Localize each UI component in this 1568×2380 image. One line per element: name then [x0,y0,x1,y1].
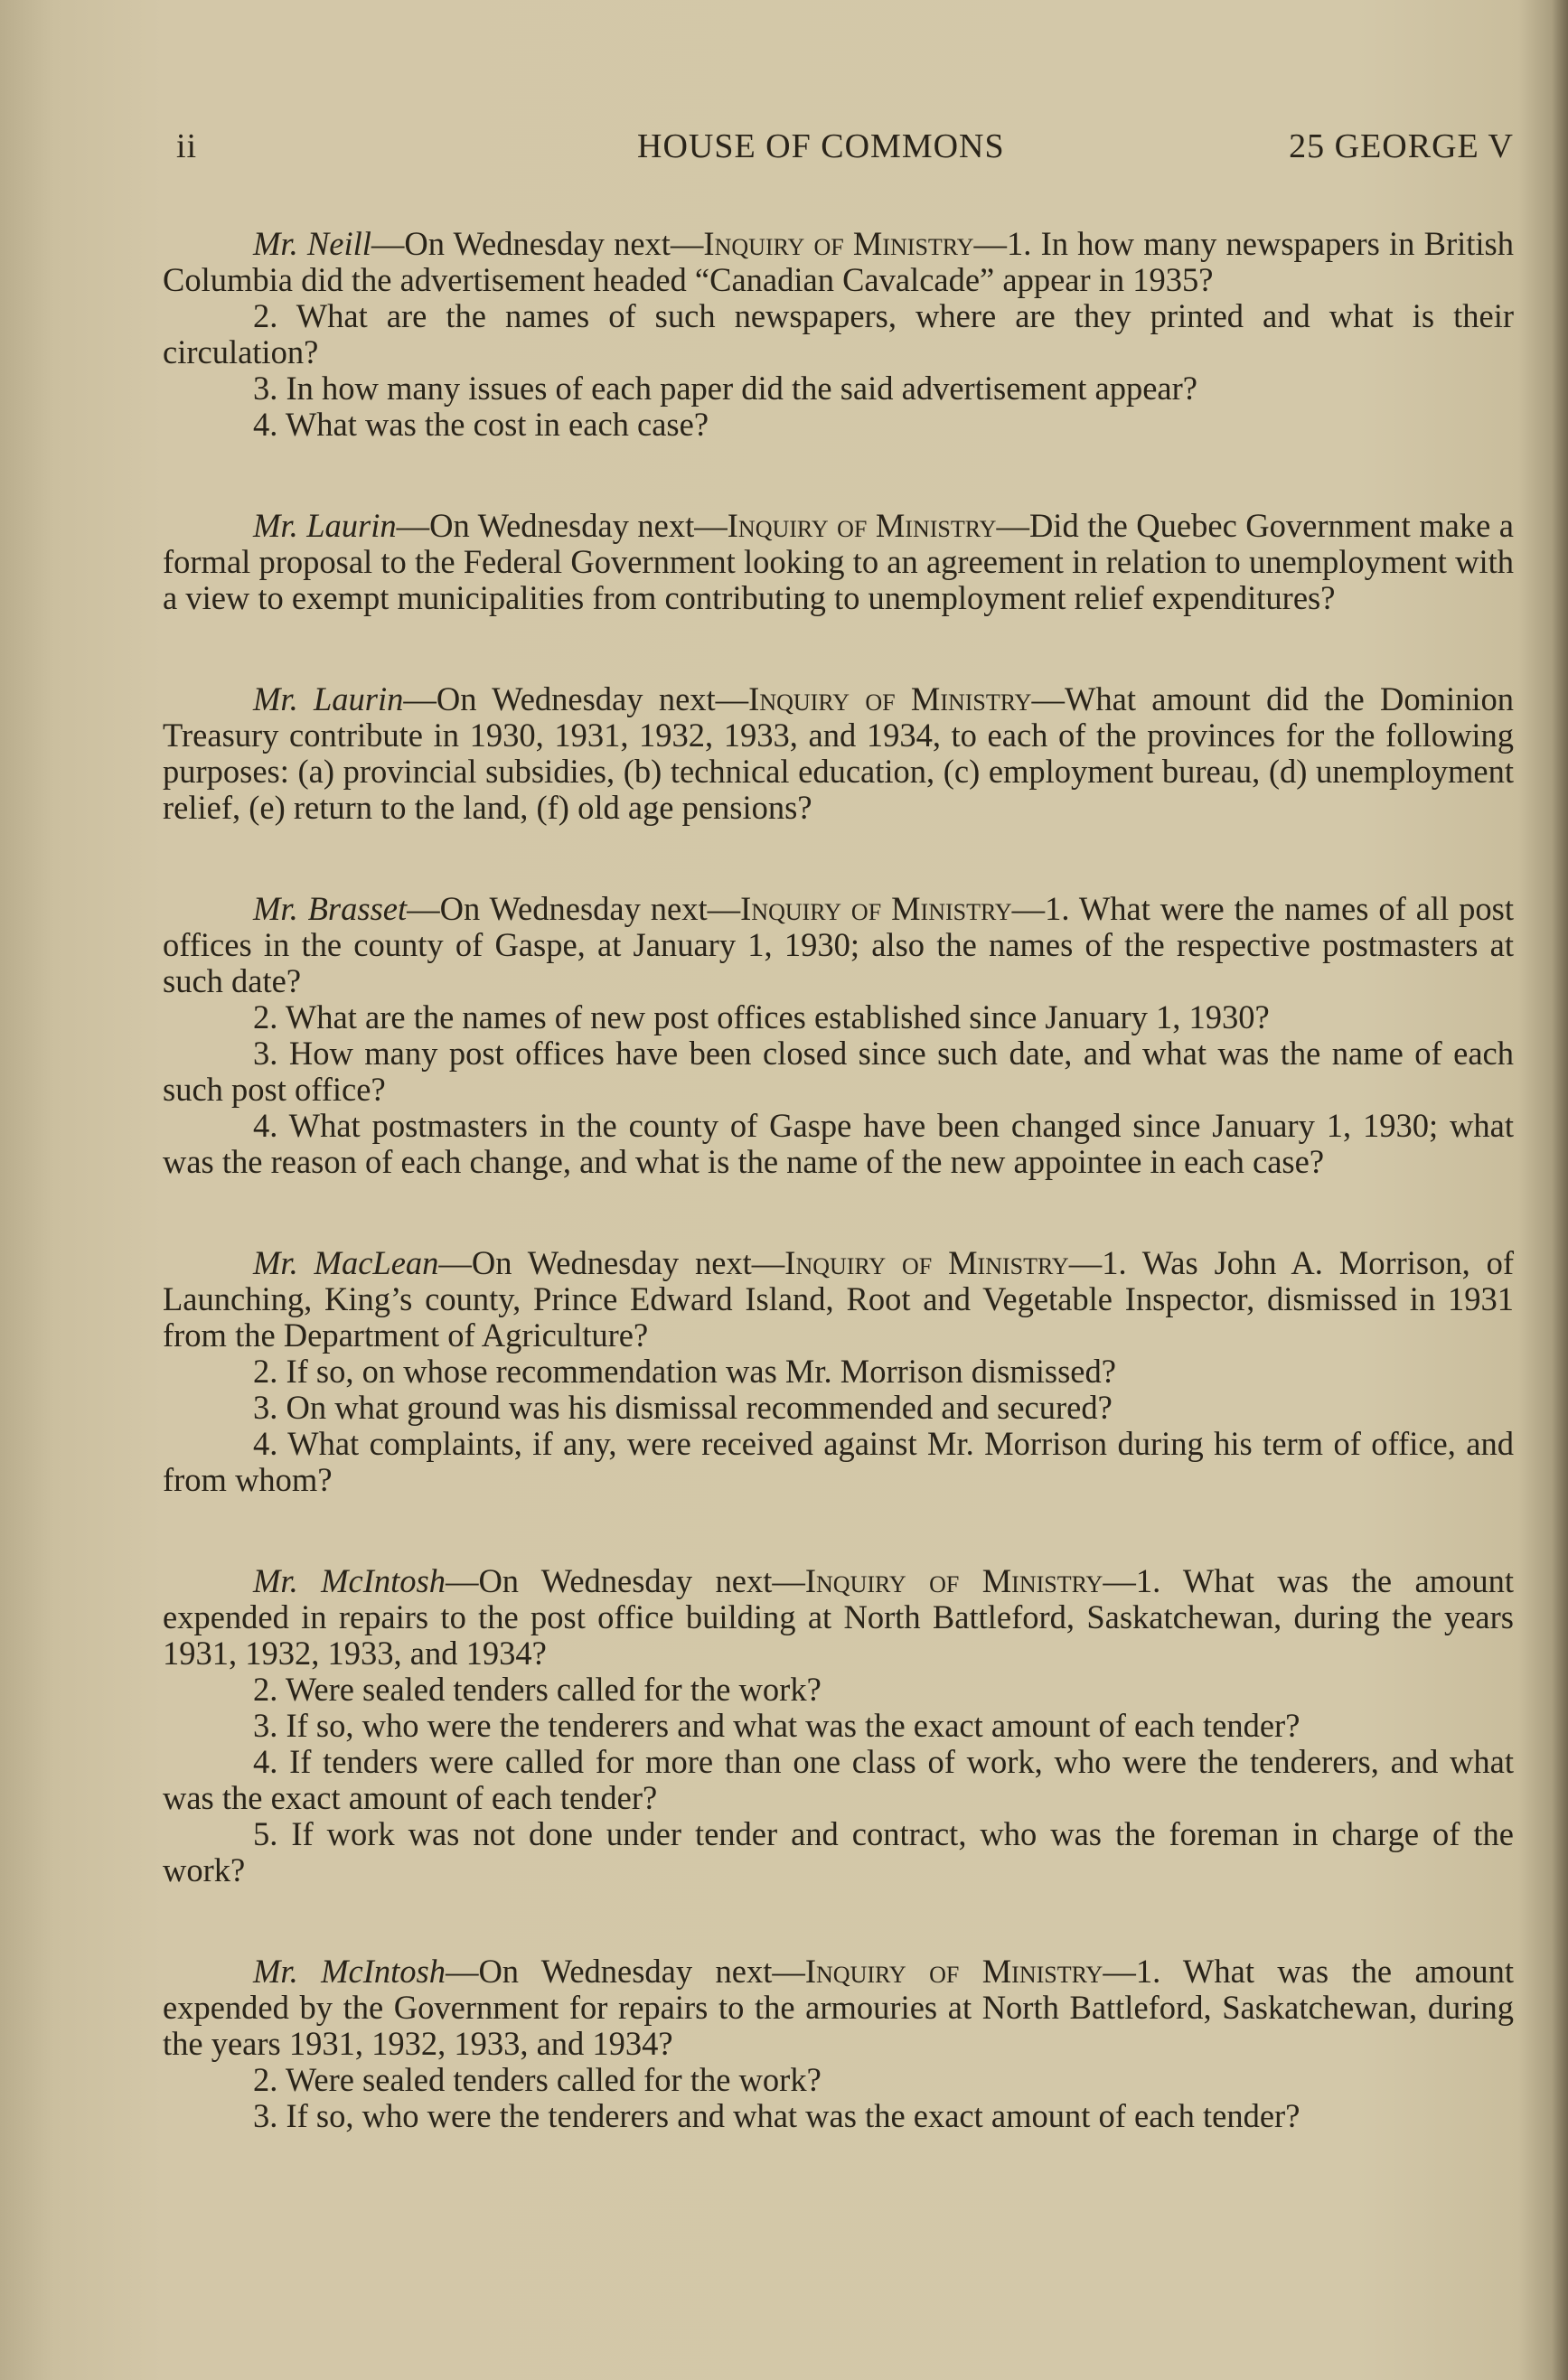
notice-paragraph: 4. What was the cost in each case? [253,406,709,443]
notice-paragraph: 2. If so, on whose recommendation was Mr. Morrison dismissed? [253,1353,1116,1390]
notice-paragraph [163,891,1514,999]
inquiry-label: Inquiry of Ministry [804,1562,1103,1599]
notice-entry [163,1563,1514,1888]
notice-paragraph: 5. If work was not done under tender and contract, who was the foreman in charge of the work? [163,1815,1514,1888]
inquiry-label: Inquiry of Ministry [727,507,997,544]
member-name: Mr. Neill [253,225,371,262]
inquiry-label: Inquiry of Ministry [748,680,1032,717]
notice-lead: —On Wednesday next— [407,890,741,927]
notice-paragraph: 3. In how many issues of each paper did the said advertisement appear? [253,370,1197,407]
notice-paragraph [163,1563,1514,1672]
question-text: —Did the Quebec Government make a formal proposal to the Federal Government looking to an agreement in relation to unemployment with a view to exempt municipalities from contributing to unemployment relief expenditures? [163,507,1514,616]
notice-entry [163,508,1514,616]
question-text: —What amount did the Dominion Treasury contribute in 1930, 1931, 1932, 1933, and 1934, to each of the provinces for the following purposes: (a) provincial subsidies, (b) technical education, (c) employment bureau, (d) unemployment relief, (e) return to the land, (f) old age pensions? [163,680,1515,826]
notice-paragraph [163,1954,1514,2062]
notice-lead: —On Wednesday next— [438,1244,785,1281]
notice-paragraph: 3. If so, who were the tenderers and what was the exact amount of each tender? [253,1707,1300,1744]
notice-lead: —On Wednesday next— [445,1562,805,1599]
inquiry-label: Inquiry of Ministry [784,1244,1069,1281]
page-folio: ii [176,127,198,165]
inquiry-label: Inquiry of Ministry [703,225,974,262]
member-name: Mr. MacLean [253,1244,439,1281]
page-edge-shadow [1552,0,1568,2380]
notice-entry [163,226,1514,443]
notice-paragraph [163,1245,1514,1354]
inquiry-label: Inquiry of Ministry [804,1953,1103,1990]
question-text: —1. In how many newspapers in British Columbia did the advertisement headed “Canadian Cavalcade” appear in 1935? [163,225,1515,298]
question-text: —1. Was John A. Morrison, of Launching, King’s county, Prince Edward Island, Root and Vegetable Inspector, dismissed in 1931 from the Department of Agriculture? [163,1244,1515,1354]
question-text: —1. What was the amount expended in repairs to the post office building at North Battleford, Saskatchewan, during the years 1931, 1932, 1933, and 1934? [163,1562,1514,1672]
notice-entry [163,1954,1514,2134]
notices-body [163,226,1514,2199]
notice-paragraph: 2. What are the names of such newspapers, where are they printed and what is their circulation? [163,297,1514,370]
notice-lead: —On Wednesday next— [371,225,704,262]
notice-paragraph: 2. Were sealed tenders called for the work? [253,1671,822,1708]
notice-paragraph [163,681,1514,826]
question-text: —1. What were the names of all post offices in the county of Gaspe, at January 1, 1930; also the names of the respective postmasters at such date? [163,890,1514,999]
question-text: —1. What was the amount expended by the Government for repairs to the armouries at North Battleford, Saskatchewan, during the years 1931, 1932, 1933, and 1934? [163,1953,1514,2062]
notice-paragraph: 4. What complaints, if any, were received against Mr. Morrison during his term of office, and from whom? [163,1425,1514,1498]
member-name: Mr. Laurin [253,507,397,544]
inquiry-label: Inquiry of Ministry [740,890,1012,927]
notice-paragraph [163,226,1514,298]
notice-entry [163,891,1514,1180]
member-name: Mr. McIntosh [253,1562,446,1599]
notice-paragraph [163,508,1514,616]
notice-paragraph: 4. If tenders were called for more than one class of work, who were the tenderers, and what was the exact amount of each tender? [163,1743,1514,1816]
notice-paragraph: 3. How many post offices have been closed since such date, and what was the name of each such post office? [163,1035,1514,1108]
notice-paragraph: 2. What are the names of new post offices established since January 1, 1930? [253,998,1270,1035]
notice-entry [163,681,1514,826]
notice-entry [163,1245,1514,1498]
running-title: HOUSE OF COMMONS [637,127,1005,165]
page-header [176,126,1514,181]
member-name: Mr. Brasset [253,890,408,927]
notice-lead: —On Wednesday next— [403,680,749,717]
notice-paragraph: 3. On what ground was his dismissal recommended and secured? [253,1389,1113,1426]
notice-paragraph: 3. If so, who were the tenderers and what was the exact amount of each tender? [253,2097,1300,2134]
notice-lead: —On Wednesday next— [445,1953,805,1990]
notice-lead: —On Wednesday next— [396,507,728,544]
regnal-year: 25 GEORGE V [1289,127,1514,165]
member-name: Mr. McIntosh [253,1953,446,1990]
notice-paragraph: 2. Were sealed tenders called for the work? [253,2061,822,2098]
notice-paragraph: 4. What postmasters in the county of Gaspe have been changed since January 1, 1930; what was the reason of each change, and what is the name of the new appointee in each case? [163,1107,1514,1180]
member-name: Mr. Laurin [253,680,404,717]
